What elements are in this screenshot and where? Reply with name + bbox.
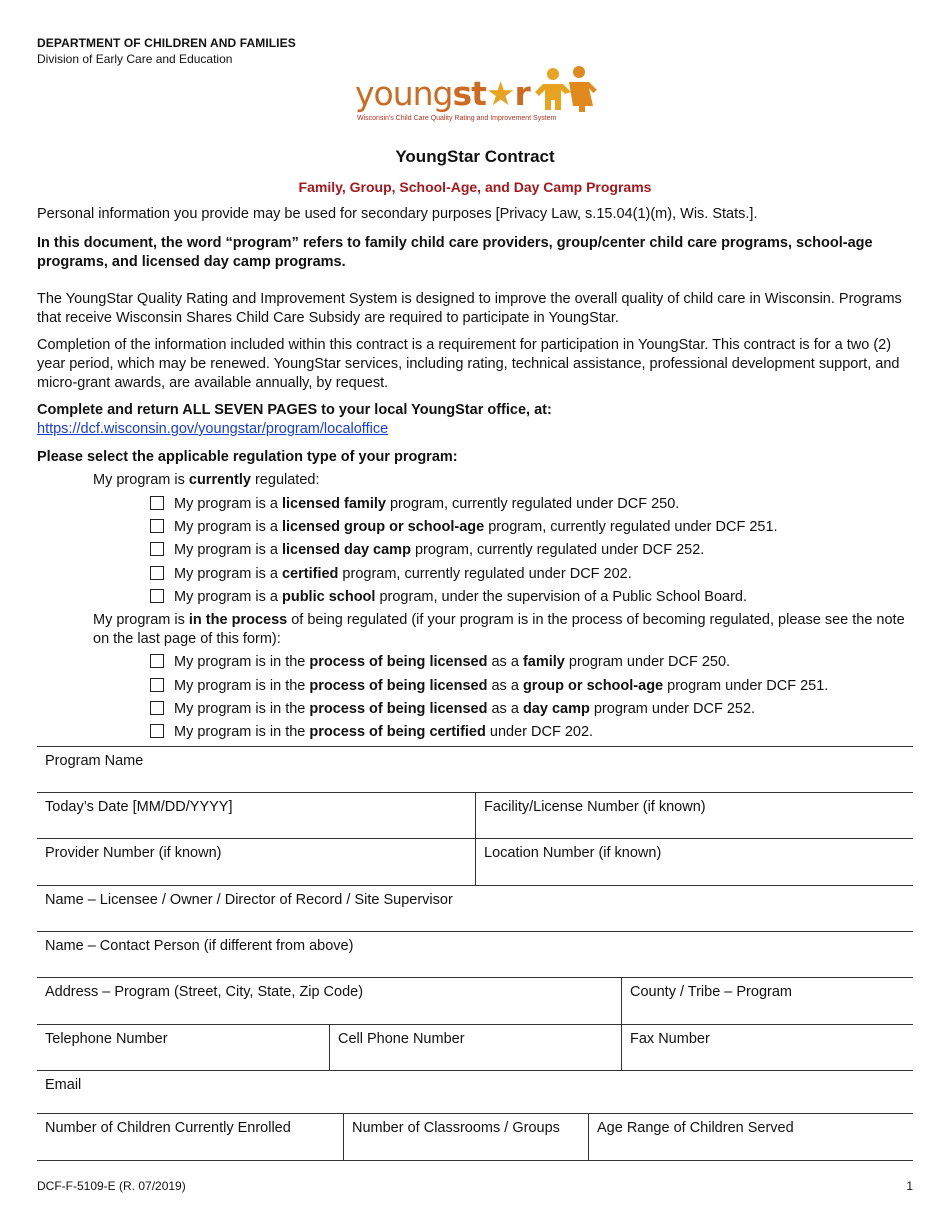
form-row [37,1070,913,1114]
intro-paragraph-2: Completion of the information included within this contract is a requirement for participation in YoungStar. This contract is for a two (2) year period, which may be renewed. YoungStar services, including rating, technical assistance, professional development support, and micro-grant awards, are available annually, by request. [37,337,900,391]
form-row [37,746,913,793]
document-page [37,36,913,1193]
todays-date-field[interactable]: Today’s Date [MM/DD/YYYY] [45,799,233,815]
return-instructions: Complete and return ALL SEVEN PAGES to your local YoungStar office, at: [37,402,552,418]
checkbox[interactable] [150,566,164,580]
cell-phone-field[interactable]: Cell Phone Number [329,1025,621,1071]
facility-number-field[interactable]: Facility/License Number (if known) [475,793,913,839]
licensee-name-field[interactable]: Name – Licensee / Owner / Director of Record / Site Supervisor [45,892,453,908]
checkbox-row-licensed-group[interactable]: My program is a licensed group or school-age program, currently regulated under DCF 251. [150,518,778,537]
checkbox[interactable] [150,701,164,715]
department-name: DEPARTMENT OF CHILDREN AND FAMILIES [37,36,296,50]
division-name: Division of Early Care and Education [37,52,233,66]
checkbox[interactable] [150,654,164,668]
checkbox[interactable] [150,678,164,692]
currently-regulated-label: My program is currently regulated: [93,472,320,488]
form-row [37,792,913,839]
checkbox-row-licensed-day-camp[interactable]: My program is a licensed day camp program, currently regulated under DCF 252. [150,541,704,560]
definition-text: In this document, the word “program” refers to family child care providers, group/center child care programs, school-age programs, and licensed day camp programs. [37,235,873,270]
privacy-notice: Personal information you provide may be used for secondary purposes [Privacy Law, s.15.04(1)(m), Wis. Stats.]. [37,206,758,222]
address-field[interactable]: Address – Program (Street, City, State, Zip Code) [45,984,364,1000]
page-footer [37,1179,913,1193]
contact-name-field[interactable]: Name – Contact Person (if different from above) [45,938,354,954]
intro-paragraph-1: The YoungStar Quality Rating and Improvement System is designed to improve the overall quality of child care in Wisconsin. Programs that receive Wisconsin Shares Child Care Subsidy are required to participate in YoungStar. [37,291,902,326]
checkbox[interactable] [150,496,164,510]
checkbox-row-process-day-camp[interactable]: My program is in the process of being licensed as a day camp program under DCF 252. [150,700,755,719]
location-number-field[interactable]: Location Number (if known) [475,839,913,885]
checkbox-row-licensed-family[interactable]: My program is a licensed family program, currently regulated under DCF 250. [150,495,679,514]
provider-number-field[interactable]: Provider Number (if known) [45,845,222,861]
program-name-field[interactable]: Program Name [45,753,144,769]
form-number: DCF-F-5109-E (R. 07/2019) [37,1179,186,1193]
children-enrolled-field[interactable]: Number of Children Currently Enrolled [45,1120,291,1136]
fax-field[interactable]: Fax Number [621,1025,913,1071]
form-row [37,885,913,932]
local-office-link[interactable]: https://dcf.wisconsin.gov/youngstar/program/localoffice [37,421,389,437]
form-row [37,1113,913,1161]
checkbox-row-public-school[interactable]: My program is a public school program, under the supervision of a Public School Board. [150,588,747,607]
form-row [37,977,913,1024]
children-figures-icon [531,66,601,116]
form-row [37,838,913,885]
checkbox[interactable] [150,589,164,603]
form-row [37,931,913,978]
page-title: YoungStar Contract [395,147,555,166]
checkbox[interactable] [150,542,164,556]
page-number: 1 [906,1179,913,1193]
in-process-label: My program is in the process of being regulated (if your program is in the process of becoming regulated, please see the note on the last page of this form): [93,612,905,647]
youngstar-logo [355,64,600,126]
star-icon: ★ [485,74,515,113]
age-range-field[interactable]: Age Range of Children Served [588,1114,913,1160]
telephone-field[interactable]: Telephone Number [45,1031,168,1047]
classrooms-field[interactable]: Number of Classrooms / Groups [343,1114,588,1160]
checkbox[interactable] [150,519,164,533]
logo-tagline: Wisconsin's Child Care Quality Rating and Improvement System [357,115,557,122]
checkbox-row-process-group[interactable]: My program is in the process of being licensed as a group or school-age program under DCF 251. [150,677,828,696]
form-row [37,1024,913,1071]
regulation-select-label: Please select the applicable regulation type of your program: [37,449,458,465]
page-subtitle: Family, Group, School-Age, and Day Camp Programs [298,179,652,195]
county-field[interactable]: County / Tribe – Program [621,978,913,1024]
checkbox-row-process-certified[interactable]: My program is in the process of being certified under DCF 202. [150,723,593,742]
checkbox[interactable] [150,724,164,738]
checkbox-row-certified[interactable]: My program is a certified program, currently regulated under DCF 202. [150,565,632,584]
logo-wordmark: youngst★r [355,74,530,113]
local-office-link-row [37,420,913,439]
checkbox-row-process-family[interactable]: My program is in the process of being licensed as a family program under DCF 250. [150,653,730,672]
email-field[interactable]: Email [45,1077,82,1093]
